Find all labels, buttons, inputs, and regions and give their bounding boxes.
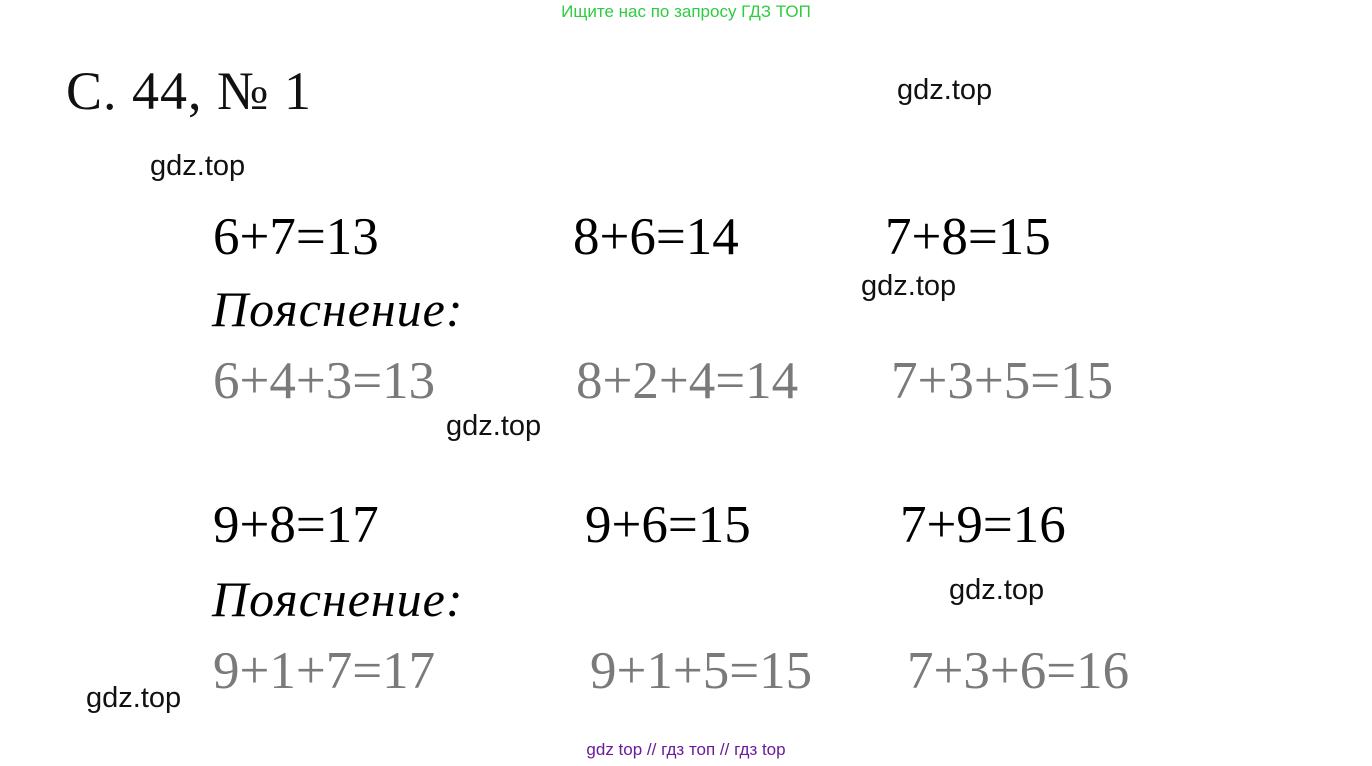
watermark: gdz.top	[86, 682, 182, 714]
equation: 9+8=17	[213, 496, 379, 554]
watermark: gdz.top	[897, 74, 993, 106]
footer-links[interactable]: gdz top // гдз топ // гдз top	[586, 740, 786, 759]
explanation-equation: 7+3+6=16	[907, 642, 1130, 700]
watermark: gdz.top	[949, 574, 1045, 606]
explanation-equation: 8+2+4=14	[576, 352, 799, 410]
explanation-label: Пояснение:	[212, 571, 464, 627]
equation: 9+6=15	[585, 496, 751, 554]
watermark: gdz.top	[446, 410, 542, 442]
top-banner: Ищите нас по запросу ГДЗ ТОП	[561, 2, 811, 21]
explanation-equation: 9+1+7=17	[213, 642, 436, 700]
explanation-label: Пояснение:	[212, 281, 464, 337]
explanation-equation: 9+1+5=15	[590, 642, 813, 700]
explanation-equation: 7+3+5=15	[891, 352, 1114, 410]
equation: 6+7=13	[213, 208, 379, 266]
page-reference-title: С. 44, № 1	[66, 61, 313, 121]
watermark: gdz.top	[150, 150, 246, 182]
watermark: gdz.top	[861, 270, 957, 302]
equation: 7+8=15	[885, 208, 1051, 266]
equation: 8+6=14	[573, 208, 739, 266]
equation: 7+9=16	[900, 496, 1066, 554]
explanation-equation: 6+4+3=13	[213, 352, 436, 410]
